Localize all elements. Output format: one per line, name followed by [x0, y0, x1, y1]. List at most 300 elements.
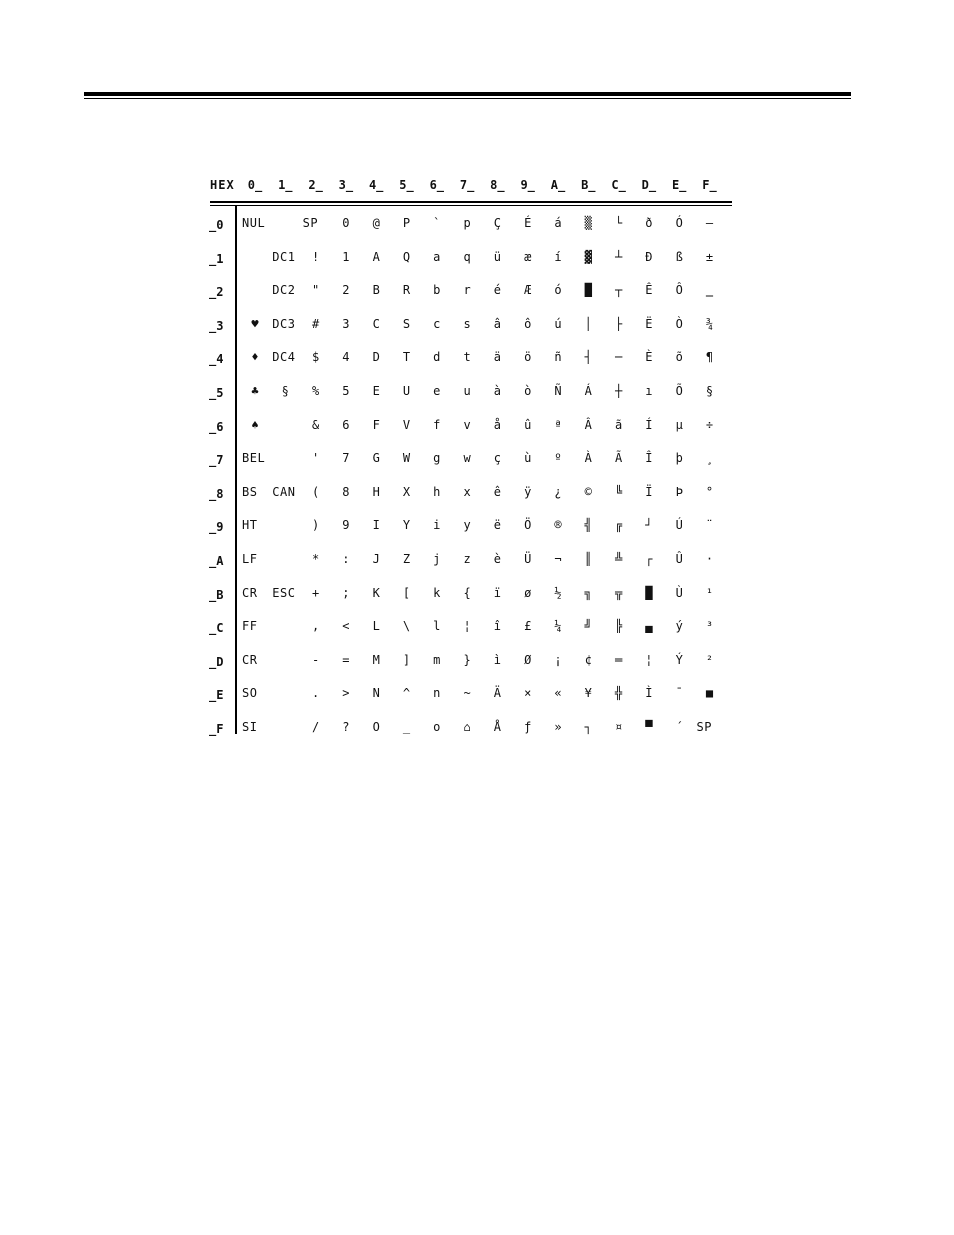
char-cell: W: [402, 451, 411, 466]
char-cell: ½: [554, 585, 562, 600]
char-cell: LF: [242, 552, 258, 566]
char-cell: └: [614, 216, 623, 230]
char-cell: 9: [342, 518, 350, 533]
char-cell: Z: [402, 552, 411, 566]
char-cell: ┘: [645, 518, 653, 533]
char-cell: [270, 451, 300, 469]
char-cell: õ: [675, 350, 683, 365]
char-cell: [270, 653, 300, 671]
char-cell: ð: [645, 216, 653, 230]
char-cell: -: [311, 652, 320, 667]
char-cell: Û: [675, 552, 683, 566]
char-cell: ?: [342, 720, 350, 734]
char-cell: ║: [584, 552, 592, 566]
char-cell: ô: [524, 316, 532, 331]
char-cell: /: [311, 720, 320, 734]
table-row: [205, 510, 735, 544]
char-cell: ╔: [614, 518, 623, 533]
column-header: 7_: [459, 178, 475, 192]
char-cell: Á: [584, 384, 592, 398]
char-cell: [270, 686, 300, 704]
char-cell: x: [463, 484, 471, 499]
char-cell: [270, 418, 300, 436]
char-cell: ┤: [584, 350, 592, 365]
char-cell: ┐: [584, 720, 592, 734]
table-row: [205, 477, 735, 511]
char-cell: Ù: [675, 585, 683, 600]
char-cell: ): [311, 518, 320, 533]
table-row: [205, 208, 735, 242]
char-cell: DC2: [272, 283, 296, 298]
row-label: _C: [209, 621, 224, 636]
char-cell: SI: [242, 720, 258, 734]
char-cell: 7: [342, 451, 350, 466]
char-cell: ^: [402, 686, 411, 701]
row-label: _E: [209, 688, 224, 703]
char-cell: ♠: [251, 417, 259, 432]
char-cell: G: [372, 451, 380, 466]
char-cell: $: [311, 350, 320, 365]
char-cell: Ü: [524, 552, 532, 566]
char-cell: p: [463, 216, 471, 230]
char-cell: ä: [493, 350, 501, 365]
header-separator-thin: [210, 205, 732, 206]
char-cell: n: [433, 686, 441, 701]
char-cell: │: [584, 316, 592, 331]
char-cell: q: [463, 249, 471, 264]
char-cell: I: [372, 518, 380, 533]
column-header: 6_: [429, 178, 445, 192]
char-cell: É: [524, 216, 532, 230]
char-cell: Ì: [645, 686, 653, 701]
char-cell: [240, 283, 270, 301]
char-cell: ╦: [614, 585, 623, 600]
char-cell: DC3: [272, 316, 296, 331]
char-cell: {: [463, 585, 471, 600]
char-cell: Õ: [675, 384, 683, 398]
char-cell: %: [311, 384, 320, 398]
char-cell: BS: [242, 484, 258, 499]
row-label: _B: [209, 587, 224, 602]
char-cell: æ: [524, 249, 532, 264]
header-rule-thick: [84, 92, 851, 96]
char-cell: 4: [342, 350, 350, 365]
char-cell: –: [705, 216, 714, 230]
column-header: 5_: [399, 178, 414, 192]
char-cell: ´: [675, 720, 683, 734]
char-cell: V: [402, 417, 411, 432]
char-cell: T: [402, 350, 411, 365]
char-cell: NUL: [242, 216, 266, 230]
char-cell: ò: [524, 384, 532, 398]
char-cell: ã: [614, 417, 623, 432]
char-cell: [270, 552, 300, 570]
char-cell: <: [342, 619, 350, 634]
row-label: _0: [209, 218, 224, 232]
char-cell: ¿: [554, 484, 562, 499]
char-cell: [: [402, 585, 411, 600]
char-cell: Ô: [675, 283, 683, 298]
char-cell: ƒ: [524, 720, 532, 734]
char-cell: SP: [302, 216, 319, 230]
table-row: [205, 712, 735, 746]
char-cell: :: [342, 552, 350, 566]
char-cell: 8: [342, 484, 350, 499]
table-row: [205, 544, 735, 578]
row-label: _3: [209, 318, 224, 333]
table-row: [205, 678, 735, 712]
column-header: 3_: [338, 178, 354, 192]
char-cell: Â: [584, 417, 592, 432]
char-cell: À: [584, 451, 592, 466]
table-row: [205, 645, 735, 679]
char-cell: SO: [242, 686, 258, 701]
row-label: _D: [209, 654, 224, 669]
char-cell: £: [524, 619, 532, 634]
char-cell: b: [433, 283, 441, 298]
char-cell: á: [554, 216, 562, 230]
column-header: D_: [641, 178, 657, 192]
char-cell: ³: [705, 619, 714, 634]
table-row: [205, 578, 735, 612]
char-cell: Q: [402, 249, 411, 264]
row-label: _7: [209, 453, 224, 468]
char-cell: ]: [402, 652, 411, 667]
char-cell: v: [463, 417, 471, 432]
char-cell: ÷: [705, 417, 714, 432]
row-label: _F: [209, 722, 224, 736]
table-row: [205, 376, 735, 410]
char-cell: Ö: [524, 518, 532, 533]
table-row: [205, 443, 735, 477]
char-cell: y: [463, 518, 471, 533]
char-cell: z: [463, 552, 471, 566]
character-code-table: [205, 170, 735, 740]
char-cell: Ý: [675, 652, 683, 667]
char-cell: C: [372, 316, 380, 331]
char-cell: [270, 619, 300, 637]
char-cell: í: [554, 249, 562, 264]
char-cell: ü: [493, 249, 501, 264]
char-cell: ©: [584, 484, 592, 499]
char-cell: Ð: [645, 249, 653, 264]
char-cell: °: [705, 484, 714, 499]
char-cell: J: [372, 552, 380, 566]
char-cell: ┴: [614, 249, 623, 264]
char-cell: D: [372, 350, 380, 365]
char-cell: ├: [614, 316, 623, 331]
char-cell: BEL: [242, 451, 266, 466]
char-cell: Ç: [493, 216, 501, 230]
header-separator-thick: [210, 201, 732, 203]
column-header: A_: [550, 178, 566, 192]
char-cell: ;: [342, 585, 350, 600]
column-header: 4_: [368, 178, 384, 192]
char-cell: ESC: [272, 585, 296, 600]
char-cell: O: [372, 720, 380, 734]
char-cell: å: [493, 417, 501, 432]
char-cell: j: [433, 552, 441, 566]
char-cell: º: [554, 451, 562, 466]
char-cell: Å: [493, 720, 501, 734]
char-cell: _: [402, 720, 411, 734]
char-cell: +: [311, 585, 320, 600]
char-cell: CAN: [272, 484, 296, 499]
char-cell: [270, 216, 300, 234]
row-label: _6: [209, 419, 224, 434]
char-cell: ë: [493, 518, 501, 533]
row-label: _A: [209, 554, 224, 568]
char-cell: ¾: [705, 316, 714, 331]
column-header: E_: [671, 178, 687, 192]
char-cell: Ø: [524, 652, 532, 667]
char-cell: ─: [614, 350, 623, 365]
char-cell: ═: [614, 652, 623, 667]
char-cell: Ê: [645, 283, 653, 298]
char-cell: Î: [645, 451, 653, 466]
char-cell: ï: [493, 585, 501, 600]
char-cell: CR: [242, 652, 258, 667]
char-cell: ì: [493, 652, 501, 667]
char-cell: È: [645, 350, 653, 365]
char-cell: â: [493, 316, 501, 331]
char-cell: 3: [342, 316, 350, 331]
char-cell: A: [372, 249, 380, 264]
char-cell: ¬: [554, 552, 562, 566]
char-cell: X: [402, 484, 411, 499]
char-cell: ²: [705, 652, 714, 667]
char-cell: Í: [645, 417, 653, 432]
char-cell: û: [524, 417, 532, 432]
char-cell: ñ: [554, 350, 562, 365]
char-cell: µ: [675, 417, 683, 432]
char-cell: ╬: [614, 686, 623, 701]
char-cell: ¨: [705, 518, 714, 533]
column-header: F_: [702, 178, 717, 192]
hex-label: HEX: [210, 178, 235, 192]
char-cell: ¼: [554, 619, 562, 634]
char-cell: Ï: [645, 484, 653, 499]
char-cell: d: [433, 350, 441, 365]
char-cell: ┌: [645, 552, 653, 566]
char-cell: 2: [342, 283, 350, 298]
char-cell: ▒: [584, 216, 592, 230]
char-cell: [270, 720, 300, 738]
column-header: 0_: [247, 178, 263, 192]
char-cell: (: [311, 484, 320, 499]
char-cell: ¦: [645, 652, 653, 667]
char-cell: Ó: [675, 216, 683, 230]
char-cell: ▀: [645, 720, 653, 734]
char-cell: ¸: [705, 451, 714, 466]
char-cell: k: [433, 585, 441, 600]
char-cell: Ã: [614, 451, 623, 466]
char-cell: ¹: [705, 585, 714, 600]
char-cell: Ä: [493, 686, 501, 701]
char-cell: ¡: [554, 652, 562, 667]
column-header: C_: [611, 178, 626, 192]
char-cell: B: [372, 283, 380, 298]
char-cell: ¦: [463, 619, 471, 634]
char-cell: 6: [342, 417, 350, 432]
char-cell: █: [645, 585, 653, 600]
char-cell: U: [402, 384, 411, 398]
row-label: _5: [209, 386, 224, 400]
char-cell: ¶: [705, 350, 714, 365]
char-cell: o: [433, 720, 441, 734]
char-cell: ÿ: [524, 484, 532, 499]
char-cell: `: [433, 216, 441, 230]
char-cell: ª: [554, 417, 562, 432]
char-cell: Þ: [675, 484, 683, 499]
row-label: _8: [209, 486, 224, 501]
char-cell: w: [463, 451, 471, 466]
column-header: 1_: [278, 178, 293, 192]
column-header: B_: [581, 178, 596, 192]
char-cell: m: [433, 652, 441, 667]
char-cell: é: [493, 283, 501, 298]
char-cell: u: [463, 384, 471, 398]
char-cell: ■: [705, 686, 714, 701]
char-cell: Ú: [675, 518, 683, 533]
char-cell: g: [433, 451, 441, 466]
char-cell: S: [402, 316, 411, 331]
char-cell: à: [493, 384, 501, 398]
char-cell: ╚: [614, 484, 623, 499]
char-cell: ♥: [251, 316, 259, 331]
char-cell: L: [372, 619, 380, 634]
char-cell: ¥: [584, 686, 592, 701]
table-row: [205, 275, 735, 309]
char-cell: *: [311, 552, 320, 566]
char-cell: ┬: [614, 283, 623, 298]
char-cell: }: [463, 652, 471, 667]
row-label: _1: [209, 251, 224, 266]
char-cell: \: [402, 619, 411, 634]
char-cell: #: [311, 316, 320, 331]
column-header: 9_: [520, 178, 535, 192]
char-cell: ~: [463, 686, 471, 701]
char-cell: SP: [696, 720, 712, 734]
char-cell: [240, 250, 270, 268]
char-cell: a: [433, 249, 441, 264]
char-cell: @: [372, 216, 380, 230]
char-cell: R: [402, 283, 411, 298]
char-cell: ¤: [614, 720, 623, 734]
char-cell: Ë: [645, 316, 653, 331]
char-cell: N: [372, 686, 380, 701]
char-cell: ‗: [705, 283, 714, 298]
char-cell: «: [554, 686, 562, 701]
char-cell: î: [493, 619, 501, 634]
char-cell: §: [705, 384, 714, 398]
char-cell: ♣: [251, 384, 259, 398]
char-cell: i: [433, 518, 441, 533]
char-cell: ß: [675, 249, 683, 264]
char-cell: K: [372, 585, 380, 600]
char-cell: 1: [342, 249, 350, 264]
char-cell: ú: [554, 316, 562, 331]
char-cell: &: [311, 417, 320, 432]
char-cell: ý: [675, 619, 683, 634]
char-cell: l: [433, 619, 441, 634]
column-header: 2_: [308, 178, 323, 192]
char-cell: §: [281, 384, 289, 398]
char-cell: Y: [402, 518, 411, 533]
char-cell: FF: [242, 619, 258, 634]
char-cell: ·: [705, 552, 714, 566]
char-cell: E: [372, 384, 380, 398]
char-cell: ù: [524, 451, 532, 466]
char-cell: ø: [524, 585, 532, 600]
char-cell: t: [463, 350, 471, 365]
char-cell: ®: [554, 518, 562, 533]
char-cell: 5: [342, 384, 350, 398]
char-cell: ": [311, 283, 320, 298]
table-row: [205, 410, 735, 444]
char-cell: c: [433, 316, 441, 331]
char-cell: e: [433, 384, 441, 398]
char-cell: F: [372, 417, 380, 432]
char-cell: CR: [242, 585, 258, 600]
row-label: _2: [209, 285, 224, 300]
table-row: [205, 242, 735, 276]
char-cell: ¢: [584, 652, 592, 667]
char-cell: ┼: [614, 384, 623, 398]
char-cell: ç: [493, 451, 501, 466]
char-cell: ▄: [645, 619, 653, 634]
char-cell: »: [554, 720, 562, 734]
char-cell: HT: [242, 518, 258, 533]
char-cell: þ: [675, 451, 683, 466]
char-cell: ×: [524, 686, 532, 701]
char-cell: DC4: [272, 350, 296, 365]
char-cell: ': [311, 451, 320, 466]
char-cell: s: [463, 316, 471, 331]
char-cell: H: [372, 484, 380, 499]
row-label: _4: [209, 352, 224, 367]
char-cell: Ò: [675, 316, 683, 331]
char-cell: ▓: [584, 249, 592, 264]
char-cell: ,: [311, 619, 320, 634]
char-cell: h: [433, 484, 441, 499]
table-row: [205, 611, 735, 645]
char-cell: ⌂: [463, 720, 471, 734]
char-cell: f: [433, 417, 441, 432]
char-cell: ö: [524, 350, 532, 365]
char-cell: P: [402, 216, 411, 230]
char-cell: ó: [554, 283, 562, 298]
char-cell: è: [493, 552, 501, 566]
char-cell: DC1: [272, 249, 296, 264]
char-cell: ±: [705, 249, 714, 264]
char-cell: ╗: [584, 585, 592, 600]
char-cell: ╝: [584, 619, 592, 634]
column-header: 8_: [490, 178, 505, 192]
char-cell: Æ: [524, 283, 532, 298]
char-cell: ı: [645, 384, 653, 398]
char-cell: 0: [342, 216, 350, 230]
char-cell: Ñ: [554, 384, 562, 398]
table-row: [205, 342, 735, 376]
table-row: [205, 309, 735, 343]
char-cell: [270, 518, 300, 536]
char-cell: ╠: [614, 619, 623, 634]
char-cell: ¯: [675, 686, 683, 701]
char-cell: =: [342, 652, 350, 667]
char-cell: M: [372, 652, 380, 667]
column-header-row: [205, 178, 735, 196]
